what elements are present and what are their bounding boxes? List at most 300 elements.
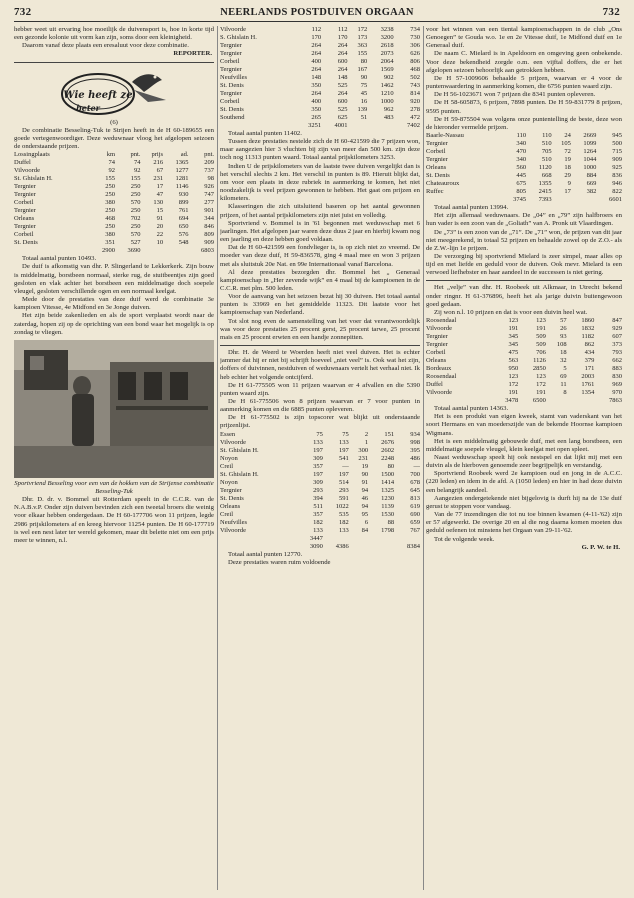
value-cell: 591: [339, 494, 349, 502]
value-cell: 511: [313, 502, 323, 510]
value-cell: 909: [612, 156, 622, 164]
value-cell: 525: [337, 82, 348, 89]
value-cell: 92: [108, 167, 116, 175]
value-cell: 112: [337, 26, 348, 33]
paragraph: De H 56-1023671 won 7 prijzen die 8341 punten opleveren.: [434, 91, 596, 99]
location-cell: Chateauroux: [426, 180, 460, 188]
value-cell: 899: [178, 199, 189, 207]
value-cell: 925: [612, 164, 622, 172]
value-cell: 730: [410, 34, 420, 41]
value-cell: 930: [178, 191, 189, 199]
value-cell: 836: [612, 172, 622, 180]
location-cell: Neufvilles: [220, 74, 248, 81]
value-cell: 123: [536, 317, 546, 325]
paragraph: Van de 77 inzendingen die tot nu toe binnen kwamen (4-11-'62) zijn er 57 afgewerkt. De overige 20 en al die nog daarna komen moeten dus geduld oefenen tot minstens het Orgaan van 29-11-'62.: [426, 511, 622, 535]
value-cell: 26: [560, 325, 567, 333]
value-cell: 1126: [533, 357, 546, 365]
value-cell: 909: [204, 239, 214, 247]
value-cell: 1500: [381, 470, 395, 478]
value-cell: 2850: [532, 365, 546, 373]
value-cell: 309: [313, 454, 323, 462]
value-cell: 1022: [335, 502, 349, 510]
value-cell: 380: [105, 231, 116, 239]
value-cell: 278: [410, 106, 420, 113]
table-row: [14, 199, 214, 207]
value-cell: 445: [516, 172, 527, 180]
table-row: [220, 98, 420, 106]
value-cell: 2003: [581, 373, 595, 381]
rubric-number: (6): [110, 118, 118, 126]
table-row: [14, 215, 214, 223]
table-row: [220, 114, 420, 122]
paragraph: Klasseringen die zich uitsluitend baseren op het aantal gewonnen prijzen, of het aantal prijskilometers zijn niet juist en volledig.: [220, 203, 420, 219]
value-cell: 363: [357, 42, 368, 49]
total-line: Totaal aantal punten 11402.: [228, 130, 302, 137]
value-cell: 264: [311, 66, 322, 73]
location-cell: Orleans: [426, 357, 447, 365]
results-table: [14, 151, 214, 255]
total-line: Totaal aantal punten 14363.: [434, 405, 509, 413]
value-cell: 17: [564, 188, 571, 196]
table-header-row: [14, 151, 214, 159]
value-cell: 191: [536, 325, 546, 333]
table-row: [220, 495, 420, 503]
paragraph: Tot de volgende week.: [434, 535, 495, 543]
location-cell: Tergnier: [426, 333, 448, 341]
value-cell: 231: [153, 175, 164, 183]
value-cell: 394: [313, 494, 323, 502]
total-line: Totaal aantal punten 13994.: [434, 204, 509, 212]
table-row: [220, 58, 420, 66]
value-cell: 344: [204, 215, 214, 223]
table-row: [426, 132, 622, 140]
table-row: [220, 26, 420, 34]
table-row: [426, 349, 622, 357]
value-cell: 570: [130, 199, 141, 207]
value-cell: 470: [516, 148, 527, 156]
table-row: [14, 183, 214, 191]
location-cell: St. Denis: [220, 82, 244, 89]
value-cell: 743: [410, 82, 420, 89]
table-row: [220, 447, 420, 455]
value-cell: 277: [204, 199, 214, 207]
value-cell: 669: [586, 180, 597, 188]
value-cell: 112: [311, 26, 322, 33]
value-cell: 167: [357, 66, 368, 73]
table-row: [220, 455, 420, 463]
value-cell: 570: [130, 231, 141, 239]
table-sum-row: [14, 247, 214, 255]
value-cell: 846: [204, 223, 214, 231]
value-cell: 231: [358, 454, 369, 462]
value-cell: 357: [313, 510, 323, 518]
value-cell: 350: [311, 106, 322, 113]
value-cell: 793: [612, 349, 622, 357]
location-cell: Tergnier: [14, 223, 36, 231]
value-cell: 950: [508, 365, 519, 373]
location-cell: Vilvoorde: [220, 26, 246, 33]
value-cell: 67: [156, 167, 164, 175]
value-cell: 69: [560, 373, 567, 381]
table-row: [220, 527, 420, 535]
column-1: [14, 26, 214, 890]
value-cell: 560: [516, 164, 527, 172]
value-cell: 18: [564, 164, 571, 172]
location-cell: Corbeil: [426, 349, 446, 357]
sum-cell: 3690: [127, 247, 141, 255]
value-cell: 510: [541, 140, 552, 148]
value-cell: 1264: [583, 148, 597, 156]
location-cell: Noyon: [220, 454, 238, 462]
page-number-left: 732: [14, 6, 32, 18]
value-cell: 502: [410, 74, 420, 81]
value-cell: 1099: [583, 140, 597, 148]
table-row: [14, 191, 214, 199]
table-row: [220, 50, 420, 58]
value-cell: 705: [541, 148, 552, 156]
value-cell: 1210: [380, 90, 394, 97]
paragraph: De „73” is een zoon van de „71”. De „71” won, de prijzen van dit jaar niet meegerekend, in totaal 52 prijzen en behaalde zowel op de Z.O.- als de Z.W.-lijn 1e prijzen.: [426, 228, 622, 252]
sum-cell: 3251: [308, 122, 322, 129]
paragraph: Mede door de prestaties van deze duif werd de combinatie 3e kampioen Vitesse, 4e Midfond en 3e Jonge duiven.: [14, 296, 214, 312]
paragraph: De H 61-775506 won 8 prijzen waarvan er 7 voor punten in aanmerking komen en die 6885 punten opleveren.: [220, 398, 420, 414]
value-cell: 1: [364, 438, 369, 446]
value-cell: 80: [387, 462, 395, 470]
value-cell: 541: [339, 454, 349, 462]
value-cell: 576: [178, 231, 189, 239]
paragraph: De H 58-605873, 6 prijzen, 7898 punten. De H 59-831779 8 prijzen, 9595 punten.: [426, 99, 622, 115]
magazine-title: NEERLANDS POSTDUIVEN ORGAAN: [220, 6, 414, 18]
value-cell: 340: [516, 140, 527, 148]
value-cell: 264: [311, 50, 322, 57]
table-row: [14, 207, 214, 215]
value-cell: 293: [313, 486, 323, 494]
value-cell: 847: [612, 317, 622, 325]
value-cell: 626: [410, 50, 420, 57]
value-cell: 250: [105, 183, 116, 191]
value-cell: 650: [178, 223, 189, 231]
value-cell: 182: [339, 518, 349, 526]
paragraph: De naam C. Mielard is in Apeldoorn en omgeving geen onbekende. Voor deze bekendheid zorgde o.m. een vijftal doffers, die er het afgelopen seizoen behoorlijk aan getrokken hebben.: [426, 50, 622, 74]
value-cell: 659: [410, 518, 420, 526]
value-cell: 191: [508, 389, 519, 397]
paragraph: De combinatie Besseling-Tuk te Strijen heeft in de H 60-189655 een goede vertegenwoordiger. Deze weduwnaar vloog het afgelopen seizoen de onderstaande prijzen.: [14, 126, 214, 151]
value-cell: 379: [584, 357, 595, 365]
sum-cell: 3745: [513, 196, 527, 204]
value-cell: 563: [508, 357, 519, 365]
value-cell: 9: [567, 180, 571, 188]
value-cell: 47: [156, 191, 164, 199]
value-cell: 340: [516, 156, 527, 164]
page-number-right: 732: [602, 6, 620, 18]
paragraph: Dat de H 60-421599 een fondvlieger is, is op zich niet zo vreemd. De moeder van deze duif, H 59-836578, ging 4 maal mee en won 3 prijzen met als sluitstuk 20e Nat. en 99e Internationaal vanaf Barcelona.: [220, 244, 420, 268]
paragraph: De H 61-775502 is zijn topscorer wat blijkt uit onderstaande prijzenlijst.: [220, 414, 420, 430]
header-rule: [14, 21, 620, 22]
total-line: Totaal aantal punten 10493.: [22, 255, 97, 263]
value-cell: 17: [156, 183, 164, 191]
value-cell: 400: [311, 58, 322, 65]
value-cell: 345: [508, 341, 519, 349]
table-row: [426, 381, 622, 389]
paragraph: Het „velje” van dhr. H. Roobeek uit Alkmaar, in Utrecht bekend onder ringnr. H 61-376896, heeft het als jarige duivin buitengewoon goed gedaan.: [426, 284, 622, 308]
value-cell: 74: [108, 159, 116, 167]
location-cell: Tergnier: [220, 66, 242, 73]
value-cell: 970: [612, 389, 622, 397]
value-cell: 75: [360, 82, 368, 89]
table-row: [426, 317, 622, 325]
value-cell: 88: [387, 518, 395, 526]
value-cell: 548: [178, 239, 189, 247]
location-cell: Vilvoorde: [426, 389, 452, 397]
value-cell: 191: [508, 325, 519, 333]
sum-cell: 4001: [334, 122, 348, 129]
value-cell: 514: [339, 478, 349, 486]
location-cell: Duffel: [14, 159, 31, 167]
location-cell: Vilvoorde: [220, 438, 246, 446]
value-cell: 92: [133, 167, 141, 175]
value-cell: 309: [313, 478, 323, 486]
value-cell: 293: [339, 486, 349, 494]
value-cell: 1798: [381, 526, 395, 534]
table-row: [220, 90, 420, 98]
author-signature: REPORTER.: [173, 50, 212, 58]
value-cell: 5: [563, 365, 567, 373]
table-row: [220, 511, 420, 519]
value-cell: 91: [361, 478, 369, 486]
value-cell: 75: [316, 430, 323, 438]
paragraph: De H 57-1009606 behaalde 5 prijzen, waarvan er 4 voor de puntenwaardering in aanmerking komen, die 6756 punten waard zijn.: [426, 74, 622, 91]
value-cell: 883: [612, 365, 622, 373]
value-cell: 306: [410, 42, 420, 49]
value-cell: 1832: [581, 325, 595, 333]
value-cell: 155: [130, 175, 141, 183]
value-cell: 662: [612, 357, 622, 365]
value-cell: 2669: [583, 132, 597, 140]
sum-cell: 7863: [609, 397, 622, 405]
pigeon-logo-icon: [58, 66, 170, 118]
paragraph: Het is een produkt van eigen kweek, stamt van vaderskant van het soort Hermans en van moederszijde van de bekende Hoornse kampioen Wigmans.: [426, 413, 622, 437]
column-3: [426, 26, 622, 890]
table-row: [426, 140, 622, 148]
value-cell: 172: [508, 381, 519, 389]
value-cell: 182: [313, 518, 323, 526]
location-cell: Vilvoorde: [220, 526, 246, 534]
value-cell: 668: [541, 172, 552, 180]
value-cell: 95: [361, 510, 369, 518]
value-cell: 509: [536, 341, 546, 349]
value-cell: 264: [337, 42, 348, 49]
location-cell: Corbeil: [14, 199, 34, 207]
value-cell: 46: [361, 494, 369, 502]
value-cell: 32: [560, 357, 567, 365]
value-cell: 24: [564, 132, 571, 140]
value-cell: 934: [410, 430, 420, 438]
value-cell: 675: [516, 180, 527, 188]
paragraph: Het is een middelmatig gebouwde duif, met een lang borstbeen, een middelmatige soepele vleugel, klein keelgat met open spleet.: [426, 437, 622, 453]
value-cell: 171: [584, 365, 595, 373]
paragraph: Indien U de prijskilometers van de laatste twee duiven vergelijkt dan is het verschil slechts 2 km. Het verschil in punten is 89. Hieruit blijkt dat, om voor een plaats in deze rubriek in aanmerking te komen, het niet noodzakelijk is veel prijzen gewonnen te hebben. Het gaat om prijzen en kilometers.: [220, 162, 420, 203]
table-row: [14, 223, 214, 231]
value-cell: 19: [564, 156, 571, 164]
location-cell: St. Ghislain H.: [220, 470, 259, 478]
column-header: pnt.: [204, 151, 214, 159]
value-cell: 509: [536, 333, 546, 341]
paragraph: De H 59-875504 was volgens onze puntentelling de beste, deze won de hieronder vermelde prijzen.: [426, 115, 622, 131]
sum-cell: 6500: [532, 397, 546, 405]
paragraph: Sportvriend Roobeek werd 2e kampioen oud en jong in de A.C.C. (220 leden) en idem in de afd. A (1050 leden) en hier in had deze duivin een belangrijk aandeel.: [426, 470, 622, 494]
value-cell: 75: [342, 430, 349, 438]
table-row: [220, 487, 420, 495]
value-cell: 822: [612, 188, 622, 196]
table-sum-row: [220, 122, 420, 130]
value-cell: 1182: [581, 333, 595, 341]
value-cell: 133: [339, 438, 349, 446]
value-cell: 2073: [380, 50, 394, 57]
value-cell: 84: [361, 526, 369, 534]
value-cell: 527: [130, 239, 141, 247]
value-cell: 172: [536, 381, 546, 389]
value-cell: 94: [361, 502, 369, 510]
photo-caption: Sportvriend Besseling voor een van de hokken van de Strijense combinatie Besseling-Tuk: [14, 479, 214, 495]
value-cell: 108: [556, 341, 567, 349]
value-cell: 1281: [175, 175, 189, 183]
value-cell: 884: [586, 172, 597, 180]
value-cell: 250: [130, 183, 141, 191]
location-cell: Creil: [220, 462, 233, 470]
value-cell: 814: [410, 90, 420, 97]
value-cell: 57: [560, 317, 567, 325]
value-cell: 151: [384, 430, 395, 438]
value-cell: 767: [410, 526, 420, 534]
column-2: [220, 26, 420, 890]
value-cell: 250: [130, 207, 141, 215]
table-row: [14, 175, 214, 183]
value-cell: 1365: [175, 159, 189, 167]
value-cell: 1530: [381, 510, 395, 518]
location-cell: Baarle-Nassau: [426, 132, 464, 140]
location-cell: Roosendaal: [426, 317, 457, 325]
value-cell: 16: [360, 98, 368, 105]
value-cell: 400: [311, 98, 322, 105]
rubric-logo: [14, 66, 214, 118]
paragraph: Daarom vanaf deze plaats een eresaluut voor deze combinatie.: [22, 42, 189, 50]
value-cell: 486: [410, 454, 420, 462]
value-cell: 1354: [581, 389, 595, 397]
value-cell: 250: [105, 207, 116, 215]
value-cell: 600: [337, 98, 348, 105]
location-cell: Tergnier: [14, 183, 36, 191]
value-cell: 264: [337, 50, 348, 57]
value-cell: 173: [357, 34, 368, 41]
value-cell: 10: [156, 239, 164, 247]
sum-cell: 3090: [309, 542, 323, 550]
paragraph: Sportvriend v. Bommel is in '61 begonnen met weduwschap met 6 jaarlingen. Het afgelopen jaar waren deze duus 2 jaar en hierbij kwam nog een jaarling en deze hebben goed voldaan.: [220, 219, 420, 244]
paragraph: De verzorging bij sportvriend Mielard is zeer simpel, maar alles op tijd en met liefde en geduld voor de duiven. Ook mevr. Mielard is een verwoed liefhebster en haar aandeel in de successen is niet gering.: [426, 252, 622, 277]
value-cell: 90: [360, 74, 368, 81]
author-signature: G. P. W. te H.: [581, 543, 620, 551]
location-cell: Tergnier: [14, 191, 36, 199]
value-cell: 380: [105, 199, 116, 207]
value-cell: 805: [516, 188, 527, 196]
value-cell: 110: [516, 132, 527, 140]
loft-photo: [14, 340, 214, 478]
value-cell: 645: [410, 486, 420, 494]
table-row: [426, 180, 622, 188]
value-cell: 920: [410, 98, 420, 105]
value-cell: 197: [339, 470, 349, 478]
value-cell: 1414: [381, 478, 395, 486]
value-cell: 373: [612, 341, 622, 349]
paragraph: Dhr. D. dr. v. Bommel uit Rotterdam speelt in de C.C.R. van de N.A.B.v.P. Onder zijn duiven bevinden zich een tweetal broers die weinig voor elkaar hebben ondergedaan. De H 60-177706 won 11 prijzen, legde 2986 prijskilometers af en kreeg hiervoor 11254 punten. De H 60-177719 is wel een nest later ter wereld gekomen, maar dit belette niet om een prijs meer te winnen, n.l.: [14, 496, 214, 544]
value-cell: 830: [612, 373, 622, 381]
paragraph: voor het winnen van een tiental kampioenschappen in de club „Ons Genoegen” te Gouda w.o. 1e en 2e Vitesse duif, 1e Midfond duif en 1e Generaal duif.: [426, 26, 622, 50]
location-cell: St. Denis: [220, 106, 244, 113]
location-cell: Roosendaal: [426, 373, 457, 381]
location-cell: Bordeaux: [426, 365, 452, 373]
value-cell: 1044: [583, 156, 597, 164]
paragraph: Deze prestaties waren ruim voldoende: [228, 558, 331, 566]
value-cell: 1146: [175, 183, 189, 191]
value-cell: 690: [410, 510, 420, 518]
paragraph: Al deze prestaties bezorgden dhr. Bommel het „ Generaal kampioenschap in „Her zevende wijk” en 4 maal bij de kampioenen in de C.C.R. met plm. 500 leden.: [220, 268, 420, 292]
column-header: Lossingplaats: [14, 151, 50, 159]
location-cell: Neufvilles: [220, 518, 248, 526]
table-row: [426, 333, 622, 341]
value-cell: 265: [311, 114, 322, 121]
table-row: [426, 156, 622, 164]
location-cell: S. Ghislain H.: [220, 34, 257, 41]
table-row: [220, 42, 420, 50]
value-cell: 434: [584, 349, 595, 357]
value-cell: 625: [337, 114, 348, 121]
table-sum-row: [220, 543, 420, 551]
value-cell: 809: [204, 231, 214, 239]
value-cell: 351: [105, 239, 116, 247]
value-cell: 806: [410, 58, 420, 65]
value-cell: 946: [612, 180, 622, 188]
paragraph: Naast weduwschap speelt hij ook nestspel en dat lijkt mij met een duivin als de hierboven genoemde zeer begrijpelijk en verstandig.: [426, 454, 622, 470]
value-cell: 74: [133, 159, 141, 167]
location-cell: Tergnier: [220, 90, 242, 97]
value-cell: 98: [207, 175, 214, 183]
value-cell: 747: [204, 191, 214, 199]
table-sum-row: [426, 196, 622, 204]
value-cell: 20: [156, 223, 164, 231]
value-cell: 11: [560, 381, 567, 389]
value-cell: 19: [361, 462, 369, 470]
location-cell: Corbeil: [220, 58, 240, 65]
location-cell: Vilvoorde: [14, 167, 40, 175]
location-cell: St. Ghislain H.: [220, 446, 259, 454]
location-cell: St. Denis: [14, 239, 38, 247]
value-cell: 678: [410, 478, 420, 486]
value-cell: 123: [536, 373, 546, 381]
sum-cell: 8384: [407, 542, 420, 550]
value-cell: 264: [337, 90, 348, 97]
table-sum-row: [426, 397, 622, 405]
location-cell: Corbeil: [220, 98, 240, 105]
table-row: [426, 341, 622, 349]
value-cell: 1139: [381, 502, 395, 510]
paragraph: Het zijn allemaal weduwnaars. De „04” en „79” zijn halfbroers en hun vader is een zoon van de „Goliath” van A. Pronk uit Vlaardingen.: [426, 212, 622, 228]
sum-cell: 3447: [309, 534, 323, 542]
location-cell: Orleans: [426, 164, 447, 172]
value-cell: 139: [357, 106, 368, 113]
table-row: [220, 471, 420, 479]
results-table: [220, 431, 420, 551]
value-cell: 250: [130, 223, 141, 231]
sum-cell: 7402: [407, 122, 420, 129]
